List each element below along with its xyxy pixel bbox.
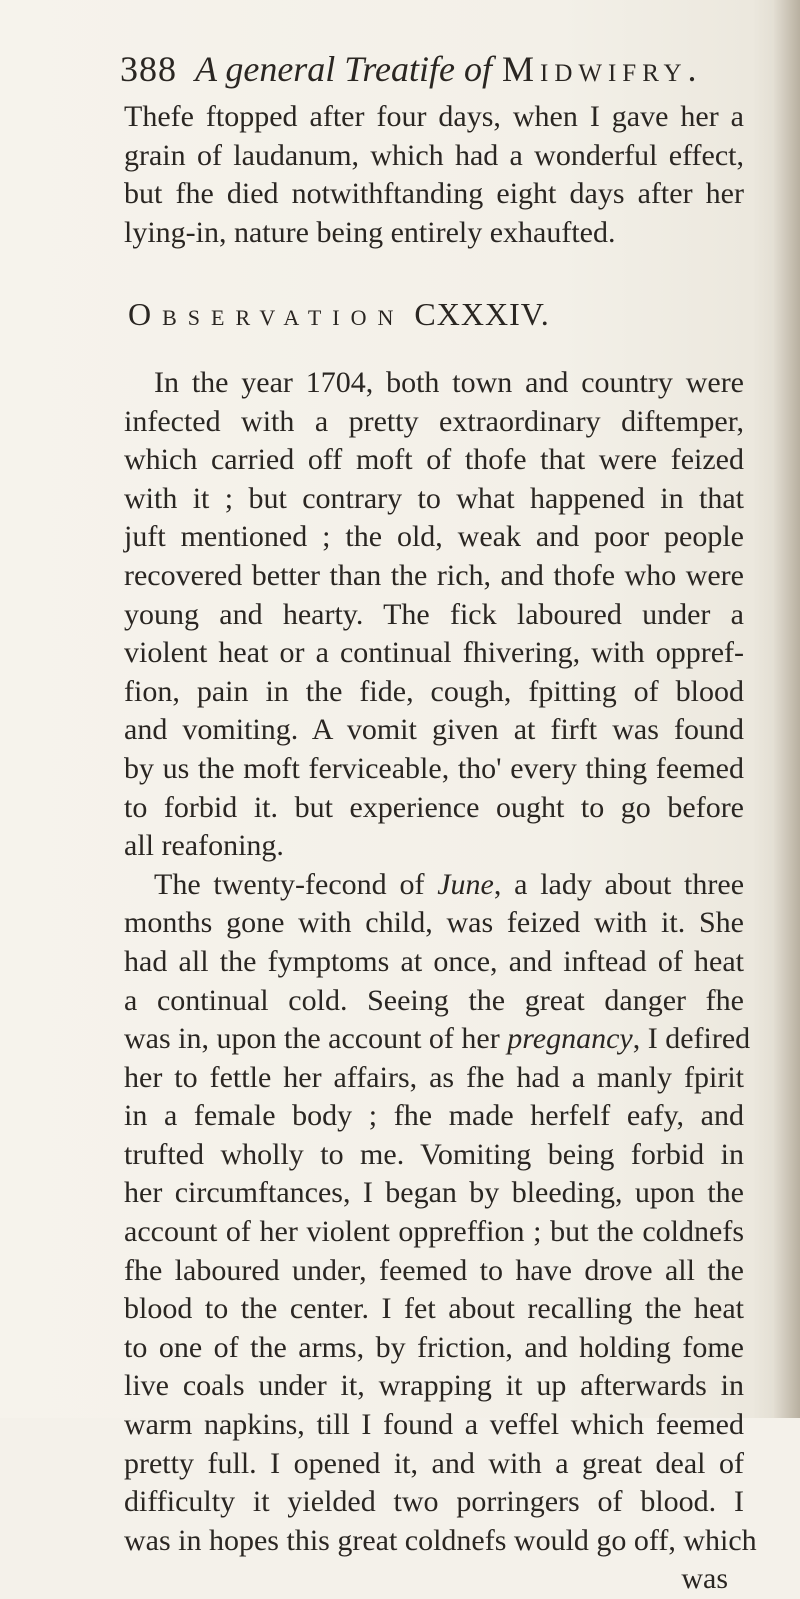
text-line: lying-in, nature being entirely exhaufted. xyxy=(124,215,616,249)
text-line: to forbid it. but experience ought to go before xyxy=(124,790,744,824)
text-line: all reafoning. xyxy=(124,829,284,863)
text-line: In the year 1704, both town and country were xyxy=(154,366,744,399)
italic-run: June xyxy=(437,867,494,901)
text-line: by us the moft ferviceable, tho' every thing feemed xyxy=(124,751,744,785)
text-line: a continual cold. Seeing the great danger fhe xyxy=(124,983,744,1017)
observation-label: Observation xyxy=(128,296,405,332)
text-line: but fhe died notwithftanding eight days after her xyxy=(124,177,744,211)
observation-number: CXXXIV. xyxy=(414,296,550,332)
text-line: her to fettle her affairs, as fhe had a manly fpirit xyxy=(124,1060,744,1094)
text-line xyxy=(124,866,744,905)
text-run: was in, upon the account of her xyxy=(124,1022,500,1056)
observation-heading xyxy=(128,292,748,336)
text-run: , I defired xyxy=(632,1022,751,1056)
text-line: was in hopes this great coldnefs would go off, which xyxy=(124,1523,757,1557)
page-number: 388 xyxy=(120,49,177,89)
text-line: live coals under it, wrapping it up afterwards in xyxy=(124,1369,744,1403)
text-line: months gone with child, was feized with it. She xyxy=(124,906,744,940)
text-line: infected with a pretty extraordinary diftemper, xyxy=(124,404,744,438)
text-line: which carried off moft of thofe that were feized xyxy=(124,443,744,477)
text-line: and vomiting. A vomit given at firft was found xyxy=(124,713,744,747)
text-line: in a female body ; fhe made herfelf eafy, and xyxy=(124,1099,744,1133)
paragraph-2 xyxy=(124,364,757,1599)
text-line: trufted wholly to me. Vomiting being forbid in xyxy=(124,1137,744,1171)
running-head-subject: Midwifry. xyxy=(501,49,703,89)
running-head-title: A general Treatife of xyxy=(195,49,492,89)
text-line: violent heat or a continual fhivering, with oppref- xyxy=(124,636,744,670)
text-line: her circumftances, I began by bleeding, upon the xyxy=(124,1176,744,1210)
page-header xyxy=(120,44,740,94)
text-line: pretty full. I opened it, and with a great deal of xyxy=(124,1446,744,1480)
text-line: had all the fymptoms at once, and inftead of heat xyxy=(124,944,744,978)
text-line: grain of laudanum, which had a wonderful effect, xyxy=(124,138,744,172)
text-line: difficulty it yielded two porringers of blood. I xyxy=(124,1485,744,1519)
text-run: The twenty-fecond of xyxy=(154,867,425,901)
text-line: recovered better than the rich, and thofe who were xyxy=(124,558,744,592)
text-line: fhe laboured under, feemed to have drove all the xyxy=(124,1253,744,1287)
text-line xyxy=(124,1020,751,1059)
paragraph-1 xyxy=(124,98,744,252)
text-line: Thefe ftopped after four days, when I gave her a xyxy=(124,100,744,133)
text-line: warm napkins, till I found a veffel which feemed xyxy=(124,1408,744,1442)
text-line: juft mentioned ; the old, weak and poor people xyxy=(124,520,744,554)
text-line: blood to the center. I fet about recalling the heat xyxy=(124,1292,744,1326)
text-line: fion, pain in the fide, cough, fpitting of blood xyxy=(124,674,744,708)
text-line: account of her violent oppreffion ; but the coldnefs xyxy=(124,1215,744,1249)
catchword: was xyxy=(681,1562,728,1596)
text-line: with it ; but contrary to what happened in that xyxy=(124,481,744,515)
page-edge-shadow xyxy=(774,0,800,1418)
text-run: , a lady about three xyxy=(493,867,745,901)
text-line: young and hearty. The fick laboured under a xyxy=(124,597,744,631)
italic-run: pregnancy xyxy=(507,1022,633,1056)
text-line: to one of the arms, by friction, and holding fome xyxy=(124,1330,744,1364)
